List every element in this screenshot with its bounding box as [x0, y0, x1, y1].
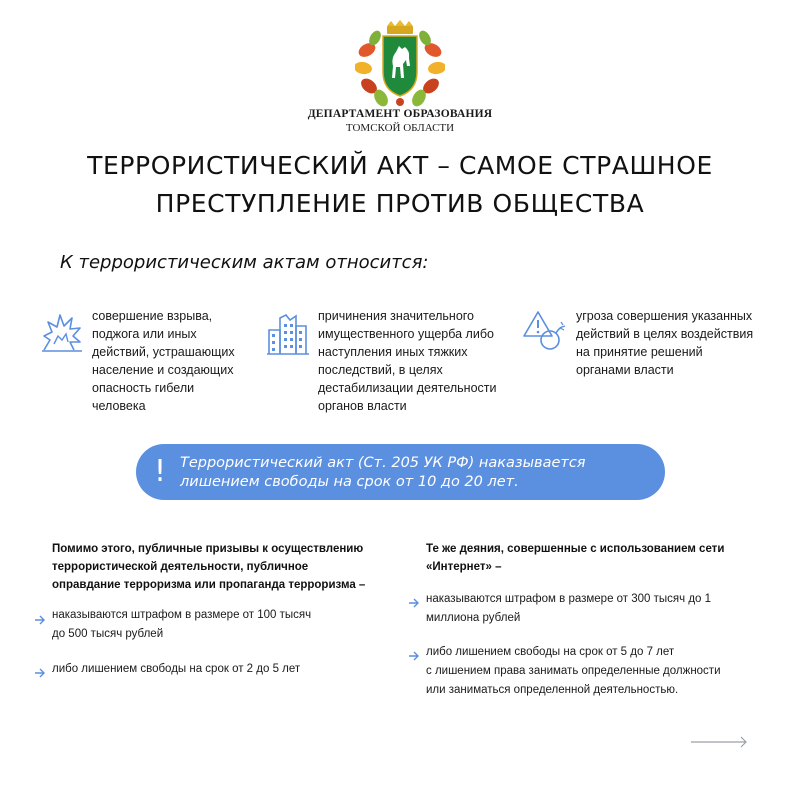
- column-1-line: совершение взрыва,: [92, 309, 213, 323]
- column-1-text: [92, 307, 235, 415]
- exclamation-icon: !: [154, 454, 167, 489]
- right-item-2: [426, 643, 721, 700]
- column-1-line: опасность гибели: [92, 381, 195, 395]
- item-line: миллиона рублей: [426, 612, 521, 624]
- item-line: наказываются штрафом в размере от 100 тысяч: [52, 609, 312, 621]
- banner-text: [180, 454, 650, 492]
- department-name: ДЕПАРТАМЕНТ ОБРАЗОВАНИЯ: [307, 108, 493, 120]
- item-line: либо лишением свободы на срок от 5 до 7 лет: [426, 646, 675, 658]
- item-line: наказываются штрафом в размере от 300 тысяч до 1: [426, 593, 712, 605]
- column-3-line: на принятие решений: [576, 345, 703, 359]
- column-1-line: поджога или иных: [92, 327, 197, 341]
- heading-line: Те же деяния, совершенные с использованием сети: [426, 543, 725, 555]
- left-item-1: [52, 606, 311, 644]
- heading-line: оправдание терроризма или пропаганда терроризма –: [52, 579, 366, 591]
- column-2-line: имущественного ущерба либо: [318, 327, 494, 341]
- title-line-1: ТЕРРОРИСТИЧЕСКИЙ АКТ – САМОЕ СТРАШНОЕ: [87, 151, 713, 180]
- bomb-icon: [522, 308, 566, 352]
- right-item-1: [426, 590, 711, 628]
- bullet-arrow-icon: [408, 598, 420, 608]
- left-block-heading: [52, 540, 392, 594]
- title-line-2: ПРЕСТУПЛЕНИЕ ПРОТИВ ОБЩЕСТВА: [155, 189, 645, 218]
- item-line: либо лишением свободы на срок от 2 до 5 лет: [52, 663, 301, 675]
- item-line: или заниматься определенной деятельностью.: [426, 684, 679, 696]
- heading-line: «Интернет» –: [426, 561, 502, 573]
- column-2-line: дестабилизации деятельности: [318, 381, 497, 395]
- column-2-text: [318, 307, 497, 415]
- section-subtitle: К террористическим актам относится:: [60, 252, 429, 273]
- column-1-line: действий, устрашающих: [92, 345, 235, 359]
- column-2-line: наступления иных тяжких: [318, 345, 468, 359]
- column-1-line: человека: [92, 399, 146, 413]
- column-3-line: действий в целях воздействия: [576, 327, 754, 341]
- left-item-2: [52, 660, 300, 679]
- column-3-line: органами власти: [576, 363, 674, 377]
- column-2-line: последствий, в целях: [318, 363, 443, 377]
- column-1-line: население и создающих: [92, 363, 234, 377]
- heading-line: террористической деятельности, публичное: [52, 561, 309, 573]
- column-2-line: причинения значительного: [318, 309, 475, 323]
- page-title: [0, 147, 800, 223]
- item-line: с лишением права занимать определенные должности: [426, 665, 721, 677]
- right-block-heading: [426, 540, 766, 576]
- column-3-line: угроза совершения указанных: [576, 309, 753, 323]
- damaged-building-icon: [266, 312, 310, 356]
- explosion-icon: [40, 310, 84, 354]
- bullet-arrow-icon: [34, 668, 46, 678]
- banner-line-1: Террористический акт (Ст. 205 УК РФ) наказывается: [180, 455, 586, 471]
- column-3-text: [576, 307, 753, 379]
- tomsk-region-emblem: [355, 20, 445, 108]
- bullet-arrow-icon: [408, 651, 420, 661]
- department-region: ТОМСКОЙ ОБЛАСТИ: [345, 122, 455, 134]
- heading-line: Помимо этого, публичные призывы к осуществлению: [52, 543, 364, 555]
- bullet-arrow-icon: [34, 615, 46, 625]
- item-line: до 500 тысяч рублей: [52, 628, 164, 640]
- banner-line-2: лишением свободы на срок от 10 до 20 лет.: [180, 474, 519, 490]
- column-2-line: органов власти: [318, 399, 407, 413]
- next-page-arrow-icon[interactable]: [690, 736, 748, 748]
